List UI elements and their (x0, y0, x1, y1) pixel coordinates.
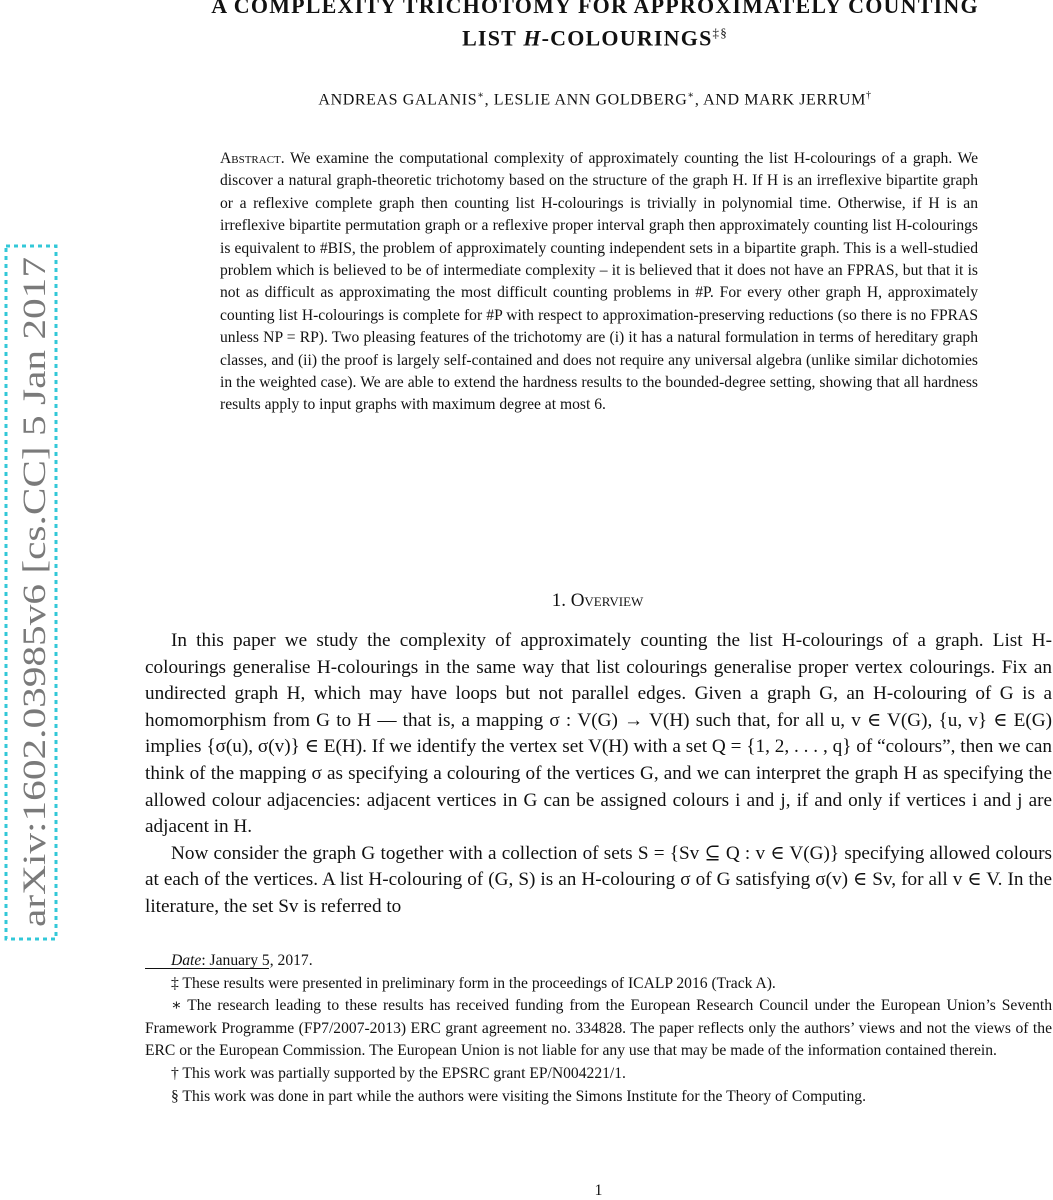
author-mark-2: ∗ (687, 90, 695, 101)
footnotes (145, 950, 1052, 1108)
author-galanis: ANDREAS GALANIS (318, 91, 478, 109)
footnote-epsrc: † This work was partially supported by the EPSRC grant EP/N004221/1. (171, 1064, 626, 1082)
footnote-date-value: : January 5, 2017. (201, 952, 313, 969)
author-mark-1: ∗ (477, 90, 485, 101)
paper-title (140, 0, 1050, 51)
footnote-date-label: Date (171, 952, 202, 969)
footnote-date (145, 950, 1052, 973)
footnote-simons: § This work was done in part while the authors were visiting the Simons Institute for the Theory of Computing. (171, 1087, 866, 1105)
section-number: 1. (551, 590, 566, 611)
abstract-text: We examine the computational complexity of approximately counting the list H-colourings of a graph. We discover a natural graph-theoretic trichotomy based on the structure of the graph H. If H is an irreflexive bipartite graph or a reflexive complete graph then counting list H-colourings is trivially in polynomial time. Otherwise, if H is an irreflexive bipartite permutation graph or a reflexive proper interval graph then approximately counting list H-colourings is equivalent to #BIS, the problem of approximately counting independent sets in a bipartite graph. This is a well-studied problem which is believed to be of intermediate complexity – it is believed that it does not have an FPRAS, but that it is not as difficult as approximating the most difficult counting problems in #P. For every other graph H, approximately counting list H-colourings is complete for #P with respect to approximation-preserving reductions (so there is no FPRAS unless NP = RP). Two pleasing features of the trichotomy are (i) it has a natural formulation in terms of hereditary graph classes, and (ii) the proof is largely self-contained and does not require any universal algebra (unlike similar dichotomies in the weighted case). We are able to extend the hardness results to the bounded-degree setting, showing that all hardness results apply to input graphs with maximum degree at most 6. (220, 150, 978, 414)
body-text (145, 628, 1052, 921)
author-goldberg: , LESLIE ANN GOLDBERG (484, 91, 688, 109)
section-heading (145, 590, 1050, 612)
title-list-word: LIST (462, 25, 524, 51)
author-mark-3: † (865, 90, 872, 101)
abstract-label: Abstract. (220, 150, 285, 167)
author-list (140, 90, 1050, 109)
title-footnote-marks: ‡§ (712, 25, 728, 40)
title-line-1: A COMPLEXITY TRICHOTOMY FOR APPROXIMATELY COUNTING (211, 0, 979, 18)
arxiv-stamp-text: arXiv:1602.03985v6 [cs.CC] 5 Jan 2017 (17, 391, 53, 927)
title-line-2 (140, 19, 1050, 51)
paragraph-2: Now consider the graph G together with a collection of sets S = {Sv ⊆ Q : v ∈ V(G)} specifying allowed colours at each of the vertices. A list H-colouring of (G, S) is an H-colouring σ of G satisfying σ(v) ∈ Sv, for all v ∈ V. In the literature, the set Sv is referred to (145, 842, 1052, 917)
author-jerrum: , AND MARK JERRUM (694, 91, 866, 109)
abstract (220, 148, 978, 417)
title-h: H (523, 25, 542, 51)
paragraph-1: In this paper we study the complexity of approximately counting the list H-colourings of a graph. List H-colourings generalise H-colourings in the same way that list colourings generalise proper vertex colourings. Fix an undirected graph H, which may have loops but not parallel edges. Given a graph G, an H-colouring of G is a homomorphism from G to H — that is, a mapping σ : V(G) → V(H) such that, for all u, v ∈ V(G), {u, v} ∈ E(G) implies {σ(u), σ(v)} ∈ E(H). If we identify the vertex set V(H) with a set Q = {1, 2, . . . , q} of “colours”, then we can think of the mapping σ as specifying a colouring of the vertices G, and we can interpret the graph H as specifying the allowed colour adjacencies: adjacent vertices in G can be assigned colours i and j, if and only if vertices i and j are adjacent in H. (145, 630, 1052, 838)
page-number: 1 (594, 1182, 603, 1199)
title-colourings-word: -COLOURINGS (541, 25, 713, 51)
arxiv-stamp (0, 240, 62, 945)
section-title: Overview (570, 590, 644, 611)
footnote-icalp: ‡ These results were presented in preliminary form in the proceedings of ICALP 2016 (Track A). (171, 974, 776, 992)
footnote-erc: ∗ The research leading to these results has received funding from the European Research Council under the European Union’s Seventh Framework Programme (FP7/2007-2013) ERC grant agreement no. 334828. The paper reflects only the authors’ views and not the views of the ERC or the European Commission. The European Union is not liable for any use that may be made of the information contained therein. (145, 997, 1052, 1060)
